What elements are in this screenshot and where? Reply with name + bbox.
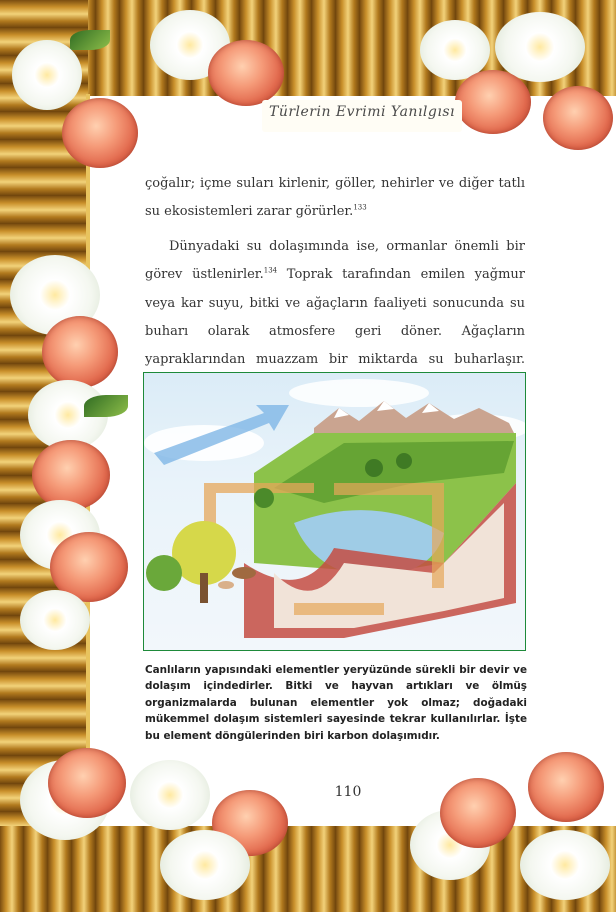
animal-figure [218,581,234,589]
cycle-illustration [143,372,526,651]
white-blossom-decoration [20,590,90,650]
paragraph-text: çoğalır; içme suları kirlenir, göller, nehirler ve diğer tatlı su ekosistemleri zarar görürler. [145,176,525,220]
bush [146,555,182,591]
white-blossom-decoration [12,40,82,110]
page-number: 110 [334,784,362,800]
paragraph-text: Dünyadaki su dolaşımında ise, ormanlar önemli bir görev üstlenirler. [145,238,525,283]
white-blossom-decoration [520,830,610,900]
rose-decoration [440,778,516,848]
leaf-decoration [70,30,110,50]
cycle-arrow [294,603,384,615]
leaf-decoration [84,395,128,417]
rose-decoration [32,440,110,510]
tree-trunk [200,573,208,603]
reference-number: 134 [263,266,278,275]
running-header-title: Türlerin Evrimi Yanılgısı [268,104,456,120]
white-blossom-decoration [160,830,250,900]
paragraph [145,170,525,227]
animal-figure [232,567,256,579]
rose-decoration [48,748,126,818]
paragraph-text: Toprak tarafından emilen yağmur veya kar suyu, bitki ve ağaçların faaliyeti sonucunda su buharı olarak atmosfere geri döner. Ağaçların yapraklarından muazzam bir miktarda su buharlaşır. [145,267,525,368]
rose-decoration [42,316,118,388]
white-blossom-decoration [130,760,210,830]
landscape-diagram [144,373,525,650]
white-blossom-decoration [495,12,585,82]
rose-decoration [208,40,284,106]
tree [365,459,383,477]
rose-decoration [455,70,531,134]
rose-decoration [528,752,604,822]
reference-number: 133 [353,204,367,213]
figure-caption: Canlıların yapısındaki elementler yeryüzünde sürekli bir devir ve dolaşım içindedirler. Bitki ve hayvan artıkları ve ölmüş organizmalarda bulunan elementler yok olmaz; doğadaki mükemmel dolaşım sistemleri sayesinde tekrar kullanılırlar. İşte bu element döngülerinden biri karbon dolaşımıdır. [145,664,527,742]
tree [396,453,412,469]
rose-decoration [62,98,138,168]
rose-decoration [543,86,613,150]
cloud [289,379,429,407]
tree [254,488,274,508]
